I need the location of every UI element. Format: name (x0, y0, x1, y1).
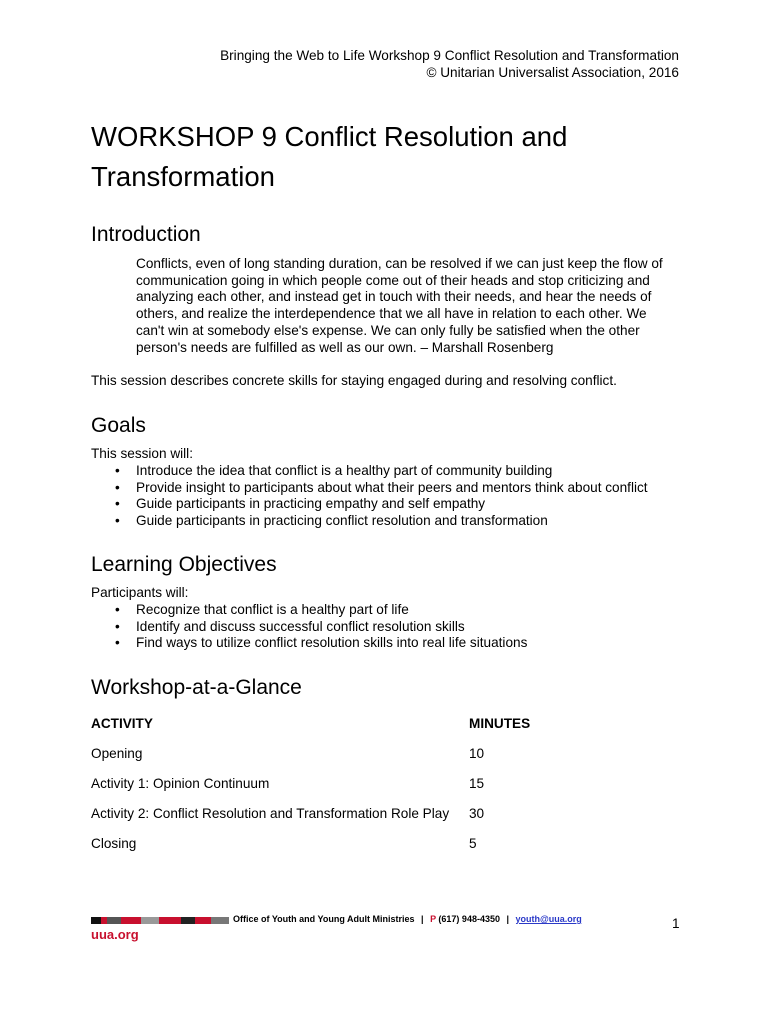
objectives-heading: Learning Objectives (91, 553, 277, 576)
uua-site-logo[interactable]: uua.org (91, 927, 139, 942)
bar-segment (121, 917, 141, 924)
activity-cell: Closing (91, 836, 137, 851)
footer-phone-prefix: P (430, 914, 436, 924)
activity-cell: Activity 2: Conflict Resolution and Transformation Role Play (91, 806, 450, 821)
bar-segment (107, 917, 121, 924)
header-title-line: Bringing the Web to Life Workshop 9 Conflict Resolution and Transformation (220, 48, 679, 63)
footer-color-bar (91, 917, 229, 924)
column-header-activity: ACTIVITY (91, 716, 153, 731)
goal-item: • Introduce the idea that conflict is a healthy part of community building (91, 463, 648, 480)
bar-segment (195, 917, 211, 924)
objective-item: • Recognize that conflict is a healthy part of life (91, 602, 527, 619)
goals-intro: This session will: (91, 446, 193, 461)
column-header-minutes: MINUTES (469, 716, 531, 731)
goals-heading: Goals (91, 414, 146, 437)
page-number: 1 (672, 916, 680, 931)
bar-segment (159, 917, 181, 924)
glance-heading: Workshop-at-a-Glance (91, 676, 302, 699)
objectives-list (91, 602, 527, 652)
bar-segment (211, 917, 229, 924)
quote-line: communication going in which people come out of their heads and stop criticizing and (136, 272, 650, 288)
bar-segment (91, 917, 101, 924)
header-copyright-line: © Unitarian Universalist Association, 2016 (426, 65, 679, 80)
footer-phone: (617) 948-4350 (438, 914, 500, 924)
minutes-cell: 15 (469, 776, 485, 791)
footer-office: Office of Youth and Young Adult Ministries (233, 914, 415, 924)
introduction-heading: Introduction (91, 223, 201, 246)
footer-email-link[interactable]: youth@uua.org (515, 914, 582, 924)
quote-line: others, and realize the interdependence that we all have in relation to each other. We (136, 306, 647, 322)
objectives-intro: Participants will: (91, 585, 189, 600)
goal-item: • Guide participants in practicing conflict resolution and transformation (91, 513, 648, 530)
quote-line: can't win at somebody else's expense. We can only fully be satisfied when the other (136, 322, 640, 338)
minutes-cell: 30 (469, 806, 485, 821)
footer-separator: | (506, 914, 510, 924)
activity-cell: Activity 1: Opinion Continuum (91, 776, 270, 791)
quote-line: analyzing each other, and instead get in touch with their needs, and hear the needs of (136, 289, 652, 305)
footer-contact (233, 914, 582, 924)
title-line-1: WORKSHOP 9 Conflict Resolution and (91, 121, 568, 152)
footer-separator: | (421, 914, 424, 924)
quote-line: person's needs are fulfilled as well as our own. – Marshall Rosenberg (136, 339, 554, 355)
goals-list (91, 463, 648, 530)
introduction-description: This session describes concrete skills for staying engaged during and resolving conflict. (91, 373, 617, 388)
activity-cell: Opening (91, 746, 143, 761)
bar-segment (141, 917, 159, 924)
goal-item: • Provide insight to participants about what their peers and mentors think about conflict (91, 480, 648, 497)
document-header (220, 47, 679, 81)
bar-segment (181, 917, 195, 924)
quote-line: Conflicts, even of long standing duration, can be resolved if we can just keep the flow of (136, 256, 663, 271)
minutes-cell: 5 (469, 836, 477, 851)
objective-item: • Identify and discuss successful conflict resolution skills (91, 619, 527, 636)
title-line-2: Transformation (91, 161, 275, 192)
introduction-quote (136, 256, 684, 356)
page-title (91, 117, 691, 197)
objective-item: • Find ways to utilize conflict resolution skills into real life situations (91, 635, 527, 652)
goal-item: • Guide participants in practicing empathy and self empathy (91, 496, 648, 513)
minutes-cell: 10 (469, 746, 485, 761)
